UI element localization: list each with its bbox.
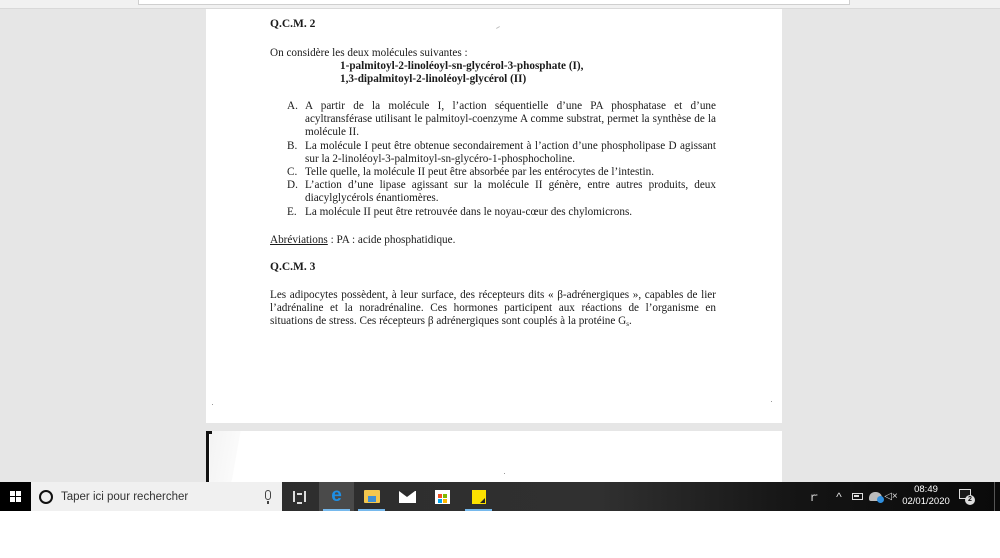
abbreviations-label: Abréviations [270,234,328,246]
answer-letter: A. [287,100,298,112]
taskbar-store[interactable] [425,482,460,511]
volume-button[interactable] [884,482,898,511]
scan-speck [496,26,500,29]
answer-letter: C. [287,166,298,179]
browser-toolbar-strip [0,0,1000,9]
clock[interactable] [898,484,954,508]
taskbar-edge[interactable] [319,482,354,511]
address-bar[interactable] [138,0,850,5]
scan-speck [504,473,505,474]
answer-text: L’action d’une lipase agissant sur la molécule II génère, entre autres produits, deux diacylglycérols énantiomères. [305,179,716,205]
document-page [206,9,782,423]
show-desktop-button[interactable] [994,482,995,511]
answer-letter: B. [287,139,298,152]
network-button[interactable] [866,482,884,511]
clock-time: 08:49 [914,484,938,495]
volume-muted-icon: ◁× [884,491,898,502]
answer-letter: E. [287,205,297,218]
answer-b [287,140,716,166]
answer-c [287,166,716,179]
answer-list [287,100,716,219]
chevron-up-icon: ^ [836,489,842,504]
scan-edge [206,431,209,482]
taskbar-sticky-notes[interactable] [461,482,496,511]
molecule-2: 1,3-dipalmitoyl-2-linoléoyl-glycérol (II) [340,73,527,85]
search-box[interactable] [31,482,282,511]
taskbar-file-explorer[interactable] [354,482,389,511]
answer-a [287,100,716,140]
windows-taskbar [0,482,1000,511]
people-button[interactable] [804,482,824,511]
abbreviations-text: : PA : acide phosphatidique. [327,234,456,246]
answer-text: Telle quelle, la molécule II peut être absorbée par les entérocytes de l’intestin. [305,166,654,179]
cortana-icon [39,490,53,504]
action-center-button[interactable] [958,488,974,504]
scan-speck [212,404,213,405]
start-button[interactable] [0,482,31,511]
task-view-button[interactable] [282,482,317,511]
answer-text: La molécule II peut être retrouvée dans le noyau-cœur des chylomicrons. [305,205,633,218]
show-hidden-icons-button[interactable] [832,482,846,511]
battery-icon [852,493,863,500]
battery-button[interactable] [849,482,865,511]
scan-edge-corner [206,431,212,434]
running-indicator [465,509,492,511]
notification-count-badge: 2 [965,495,975,505]
qcm2-title: Q.C.M. 2 [270,18,316,30]
scan-fold-shadow [210,431,250,482]
next-document-page [206,431,782,482]
store-icon [435,490,450,504]
scan-speck [771,401,772,402]
people-icon: ꭈ [810,490,818,504]
running-indicator [323,509,350,511]
search-placeholder: Taper ici pour rechercher [61,490,189,503]
qcm3-paragraph [270,289,716,332]
sticky-notes-icon [472,490,486,504]
answer-text: A partir de la molécule I, l’action séquentielle d’une PA phosphatase et d’une acyltransférase utilisant le palmitoyl-coenzyme A comme substrat, permet la synthèse de la molécule II. [305,100,716,139]
mail-icon [399,491,416,503]
windows-logo-icon [10,491,21,502]
qcm3-subscript: s [626,320,629,329]
abbreviations [270,234,716,247]
answer-e [287,206,716,219]
answer-d [287,179,716,205]
folder-icon [364,490,380,503]
running-indicator [358,509,385,511]
edge-icon: e [331,484,342,506]
microphone-icon[interactable] [265,490,271,500]
molecule-1: 1-palmitoyl-2-linoléoyl-sn-glycérol-3-phosphate (I), [340,60,584,72]
pdf-viewer[interactable] [0,9,1000,482]
answer-letter: D. [287,179,298,192]
onedrive-sync-icon [869,492,882,501]
qcm3-text-end: . [628,315,632,328]
qcm3-title: Q.C.M. 3 [270,261,316,273]
answer-text: La molécule I peut être obtenue secondairement à l’action d’une phospholipase D agissant sur la 2-linoléoyl-3-palmitoyl-sn-glycéro-1-phosphocholine. [305,139,716,165]
qcm3-text: Les adipocytes possèdent, à leur surface, des récepteurs dits « β-adrénergiques », capables de lier l’adrénaline et la noradrénaline. Ces hormones participent aux réactions de l’organisme en situations de stress. Ces récepteurs β adrénergiques sont couplés à la protéine G [270,289,716,328]
qcm2-intro: On considère les deux molécules suivantes : [270,47,468,59]
taskbar-mail[interactable] [390,482,425,511]
clock-date: 02/01/2020 [902,496,950,507]
task-view-icon [293,491,306,502]
